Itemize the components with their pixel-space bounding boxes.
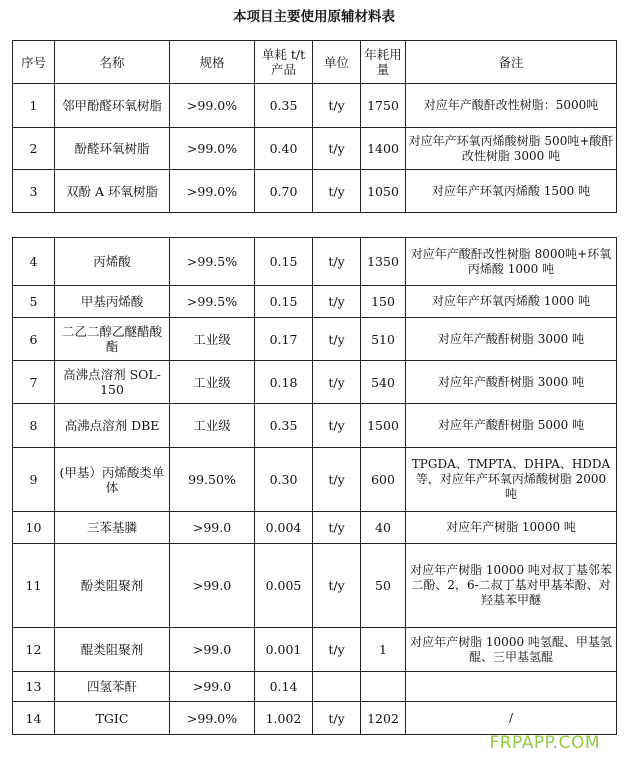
cell-unit: t/y (313, 128, 361, 170)
cell-unit: t/y (313, 286, 361, 318)
cell-consumption: 1.002 (255, 702, 313, 735)
cell-consumption: 0.001 (255, 628, 313, 672)
cell-unit: t/y (313, 544, 361, 628)
cell-seq: 6 (13, 318, 55, 361)
page-title: 本项目主要使用原辅材料表 (233, 9, 395, 25)
table-row (13, 361, 617, 404)
table-row (13, 404, 617, 448)
cell-seq: 8 (13, 404, 55, 448)
header-annual: 年耗用量 (361, 41, 406, 84)
cell-remark: TPGDA、TMPTA、DHPA、HDDA 等，对应年产环氧丙烯酸树脂 2000 吨 (406, 448, 617, 512)
cell-spec: >99.5% (170, 238, 255, 286)
cell-spec: >99.0 (170, 628, 255, 672)
header-name: 名称 (55, 41, 170, 84)
cell-name: 四氢苯酐 (55, 672, 170, 702)
cell-spec: >99.0 (170, 512, 255, 544)
table-row (13, 128, 617, 170)
cell-consumption: 0.004 (255, 512, 313, 544)
cell-name: 醌类阻聚剂 (55, 628, 170, 672)
cell-consumption: 0.35 (255, 404, 313, 448)
cell-seq: 2 (13, 128, 55, 170)
cell-spec: 99.50% (170, 448, 255, 512)
cell-name: (甲基）丙烯酸类单体 (55, 448, 170, 512)
table-row (13, 238, 617, 286)
header-remark: 备注 (406, 41, 617, 84)
cell-unit: t/y (313, 238, 361, 286)
cell-spec: >99.5% (170, 286, 255, 318)
cell-name: 酚醛环氧树脂 (55, 128, 170, 170)
cell-seq: 14 (13, 702, 55, 735)
cell-annual: 150 (361, 286, 406, 318)
cell-consumption: 0.30 (255, 448, 313, 512)
cell-consumption: 0.40 (255, 128, 313, 170)
cell-remark: 对应年产酸酐改性树脂：5000吨 (406, 84, 617, 128)
cell-annual: 1750 (361, 84, 406, 128)
cell-remark: 对应年产酸酐改性树脂 8000吨+环氧丙烯酸 1000 吨 (406, 238, 617, 286)
cell-seq: 12 (13, 628, 55, 672)
cell-seq: 1 (13, 84, 55, 128)
cell-seq: 11 (13, 544, 55, 628)
cell-unit: t/y (313, 448, 361, 512)
table-row (13, 672, 617, 702)
cell-consumption: 0.14 (255, 672, 313, 702)
table-row (13, 702, 617, 735)
table-row (13, 286, 617, 318)
table-row (13, 448, 617, 512)
cell-consumption: 0.35 (255, 84, 313, 128)
cell-unit: t/y (313, 318, 361, 361)
cell-consumption: 0.70 (255, 170, 313, 213)
table-row (13, 170, 617, 213)
cell-spec: >99.0 (170, 672, 255, 702)
cell-remark: / (406, 702, 617, 735)
materials-table-bottom (12, 237, 617, 735)
cell-name: 三苯基膦 (55, 512, 170, 544)
cell-remark: 对应年产树脂 10000 吨氢醌、甲基氢醌、三甲基氢醌 (406, 628, 617, 672)
cell-unit: t/y (313, 702, 361, 735)
cell-annual: 40 (361, 512, 406, 544)
cell-remark: 对应年产环氧丙烯酸 1500 吨 (406, 170, 617, 213)
cell-name: 二乙二醇乙醚醋酸酯 (55, 318, 170, 361)
cell-annual: 1050 (361, 170, 406, 213)
cell-unit: t/y (313, 628, 361, 672)
cell-annual: 50 (361, 544, 406, 628)
cell-annual: 1202 (361, 702, 406, 735)
cell-consumption: 0.15 (255, 238, 313, 286)
cell-spec: >99.0% (170, 702, 255, 735)
header-seq: 序号 (13, 41, 55, 84)
cell-seq: 13 (13, 672, 55, 702)
cell-seq: 5 (13, 286, 55, 318)
table-row (13, 544, 617, 628)
cell-spec: >99.0% (170, 84, 255, 128)
cell-seq: 4 (13, 238, 55, 286)
cell-name: 双酚 A 环氧树脂 (55, 170, 170, 213)
header-consumption: 单耗 t/t产品 (255, 41, 313, 84)
cell-annual: 600 (361, 448, 406, 512)
header-unit: 单位 (313, 41, 361, 84)
cell-annual: 1500 (361, 404, 406, 448)
cell-seq: 10 (13, 512, 55, 544)
cell-consumption: 0.15 (255, 286, 313, 318)
cell-unit: t/y (313, 404, 361, 448)
cell-name: 高沸点溶剂 DBE (55, 404, 170, 448)
cell-seq: 3 (13, 170, 55, 213)
cell-name: 酚类阻聚剂 (55, 544, 170, 628)
cell-spec: >99.0 (170, 544, 255, 628)
cell-remark: 对应年产环氧丙烯酸树脂 500吨+酸酐改性树脂 3000 吨 (406, 128, 617, 170)
cell-spec: 工业级 (170, 318, 255, 361)
cell-annual: 1400 (361, 128, 406, 170)
cell-name: 高沸点溶剂 SOL-150 (55, 361, 170, 404)
watermark: FRPAPP.COM (489, 733, 600, 753)
cell-remark: 对应年产酸酐树脂 3000 吨 (406, 361, 617, 404)
cell-remark (406, 672, 617, 702)
cell-annual (361, 672, 406, 702)
cell-remark: 对应年产树脂 10000 吨 (406, 512, 617, 544)
cell-unit: t/y (313, 170, 361, 213)
table-row (13, 512, 617, 544)
cell-spec: >99.0% (170, 128, 255, 170)
cell-annual: 1350 (361, 238, 406, 286)
cell-spec: 工业级 (170, 361, 255, 404)
cell-consumption: 0.17 (255, 318, 313, 361)
cell-annual: 1 (361, 628, 406, 672)
cell-remark: 对应年产酸酐树脂 3000 吨 (406, 318, 617, 361)
cell-name: 邻甲酚醛环氧树脂 (55, 84, 170, 128)
cell-remark: 对应年产环氧丙烯酸 1000 吨 (406, 286, 617, 318)
materials-table-top (12, 40, 617, 213)
cell-remark: 对应年产酸酐树脂 5000 吨 (406, 404, 617, 448)
cell-consumption: 0.005 (255, 544, 313, 628)
cell-seq: 7 (13, 361, 55, 404)
cell-name: TGIC (55, 702, 170, 735)
header-spec: 规格 (170, 41, 255, 84)
table-row (13, 628, 617, 672)
cell-remark: 对应年产树脂 10000 吨对叔丁基邻苯二酚、2，6-二叔丁基对甲基苯酚、对羟基苯甲醚 (406, 544, 617, 628)
table-row (13, 84, 617, 128)
cell-unit: t/y (313, 512, 361, 544)
cell-spec: >99.0% (170, 170, 255, 213)
table-row (13, 318, 617, 361)
cell-annual: 540 (361, 361, 406, 404)
cell-unit: t/y (313, 361, 361, 404)
cell-spec: 工业级 (170, 404, 255, 448)
header-row (13, 41, 617, 84)
cell-name: 丙烯酸 (55, 238, 170, 286)
cell-seq: 9 (13, 448, 55, 512)
cell-name: 甲基丙烯酸 (55, 286, 170, 318)
cell-consumption: 0.18 (255, 361, 313, 404)
cell-unit: t/y (313, 84, 361, 128)
cell-annual: 510 (361, 318, 406, 361)
cell-unit (313, 672, 361, 702)
